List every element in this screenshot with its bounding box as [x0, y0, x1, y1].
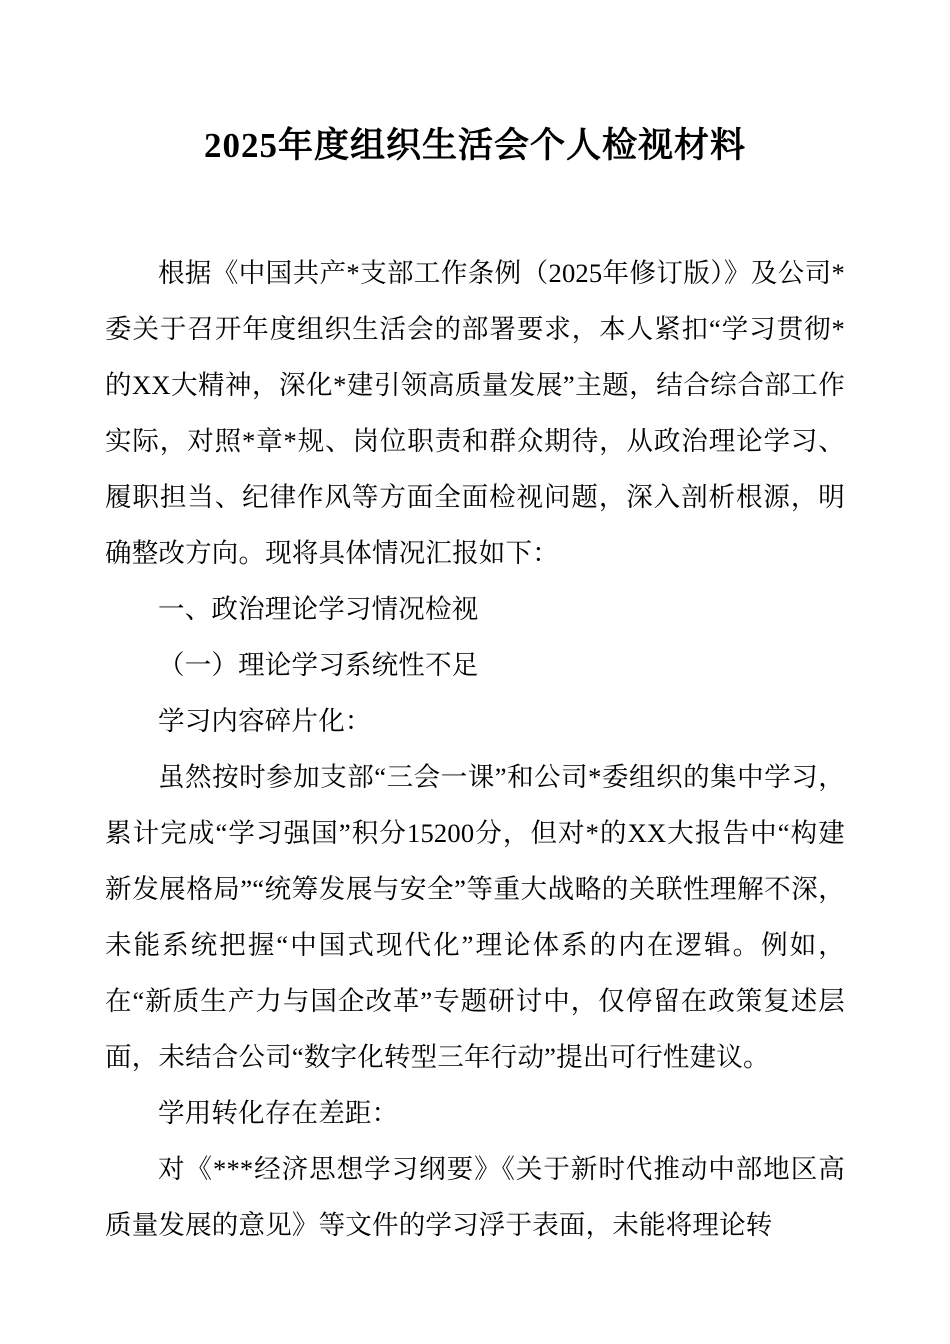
paragraph-2-heading-1: 一、政治理论学习情况检视 [158, 593, 479, 624]
page-title: 2025年度组织生活会个人检视材料 [203, 126, 746, 165]
paragraph-7-body-truncated: 对《***经济思想学习纲要》《关于新时代推动中部地区高质量发展的意见》等文件的学习浮于表面，未能将理论转 [105, 1153, 845, 1240]
paragraph-3-subheading-1: （一）理论学习系统性不足 [158, 649, 479, 680]
paragraph-6-point-label: 学用转化存在差距： [158, 1097, 399, 1128]
paragraph-5-body: 虽然按时参加支部“三会一课”和公司*委组织的集中学习，累计完成“学习强国”积分15200分，但对*的XX大报告中“构建新发展格局”“统筹发展与安全”等重大战略的关联性理解不深，未能系统把握“中国式现代化”理论体系的内在逻辑。例如，在“新质生产力与国企改革”专题研讨中，仅停留在政策复述层面，未结合公司“数字化转型三年行动”提出可行性建议。 [105, 761, 845, 1072]
paragraph-4-point-label: 学习内容碎片化： [158, 705, 372, 736]
document-body [105, 245, 845, 1253]
paragraph-1: 根据《中国共产*支部工作条例（2025年修订版）》及公司*委关于召开年度组织生活会的部署要求，本人紧扣“学习贯彻*的XX大精神，深化*建引领高质量发展”主题，结合综合部工作实际，对照*章*规、岗位职责和群众期待，从政治理论学习、履职担当、纪律作风等方面全面检视问题，深入剖析根源，明确整改方向。现将具体情况汇报如下： [105, 257, 845, 568]
